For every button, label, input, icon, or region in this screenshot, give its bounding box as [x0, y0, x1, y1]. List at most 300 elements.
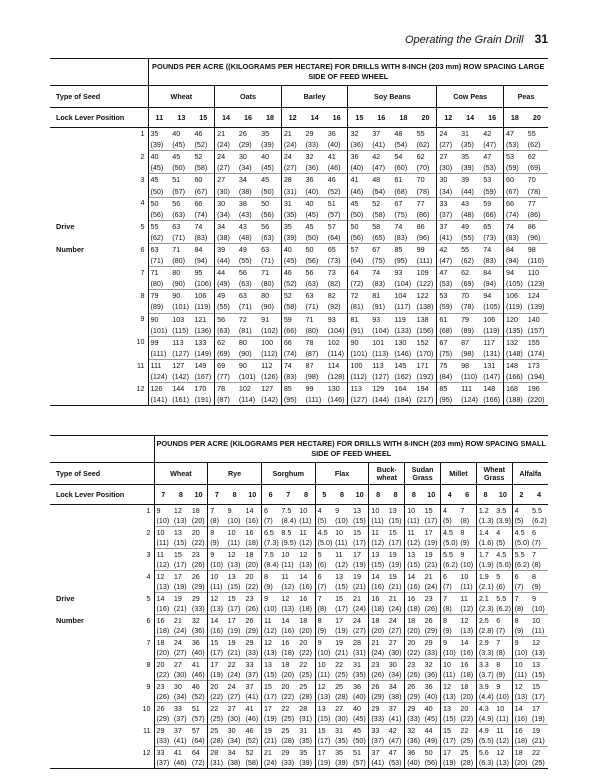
rate-kg-hectare: (34) — [173, 692, 187, 702]
rate-lb-acre: 25 — [208, 725, 226, 736]
rate-lb-acre: 51 — [351, 747, 369, 758]
rate-kg-hectare: (30) — [227, 714, 241, 724]
lever-position: 2 — [512, 485, 530, 505]
rate-lb-acre: 101 — [370, 336, 392, 348]
lever-position: 7 — [279, 485, 297, 505]
rate-kg-hectare: (3.3) — [476, 648, 494, 659]
seed-type-soy-beans: Soy Beans — [348, 86, 437, 108]
rate-lb-acre: 93 — [326, 313, 348, 325]
rate-lb-acre: 9 — [315, 637, 333, 648]
seed-type-label: Type of Seed — [50, 463, 154, 485]
rate-lb-acre: 71 — [259, 267, 281, 279]
rate-lb-acre: 26 — [190, 571, 208, 582]
rate-lb-acre: 16 — [369, 593, 387, 604]
drive-number — [138, 758, 154, 769]
rate-lb-acre: 36 — [351, 681, 369, 692]
rate-kg-hectare: (6.3) — [476, 758, 494, 769]
rate-lb-acre: 45 — [348, 197, 370, 209]
lever-position: 8 — [476, 485, 494, 505]
rate-row-kg — [50, 758, 548, 769]
rate-lb-acre: 64 — [190, 747, 208, 758]
rate-kg-hectare: (83) — [281, 371, 303, 383]
drive-number — [128, 278, 148, 290]
rate-kg-hectare: (17) — [388, 538, 402, 548]
rate-kg-hectare: (12) — [154, 560, 172, 571]
rate-kg-hectare: (57) — [327, 209, 341, 219]
rate-kg-hectare: (10) — [208, 560, 226, 571]
rate-kg-hectare: (2.1) — [476, 582, 494, 593]
rate-kg-hectare: (2.3) — [476, 604, 494, 615]
rate-kg-hectare: (8) — [208, 516, 226, 527]
rate-kg-hectare: (21) — [388, 582, 402, 592]
rate-lb-acre: 20 — [244, 571, 262, 582]
rate-lb-acre: 13 — [333, 571, 351, 582]
rate-lb-acre: 196 — [526, 383, 548, 395]
rate-kg-hectare: (29) — [369, 692, 387, 703]
rate-lb-acre: 30 — [387, 659, 405, 670]
rate-lb-acre: 18 — [405, 615, 423, 626]
rate-kg-hectare: (127) — [372, 372, 389, 382]
rate-kg-hectare: (26) — [191, 560, 205, 570]
drive-number: 12 — [138, 747, 154, 758]
rate-kg-hectare: (31) — [281, 185, 303, 197]
rate-lb-acre: 32 — [423, 659, 441, 670]
rate-kg-hectare: (10) — [496, 692, 510, 702]
rate-lb-acre: 4 — [512, 505, 530, 516]
rate-lb-acre: 17 — [226, 615, 244, 626]
rate-kg-hectare: (9) — [441, 626, 459, 637]
rate-kg-hectare: (101) — [238, 372, 256, 382]
rate-kg-hectare: (1.9) — [476, 560, 494, 571]
title-spacer — [50, 436, 138, 463]
rate-lb-acre: 13 — [530, 659, 548, 670]
rate-kg-hectare: (41) — [437, 232, 459, 244]
lever-position: 8 — [297, 485, 315, 505]
rate-kg-hectare: (8) — [496, 648, 506, 658]
rate-lb-acre: 113 — [170, 336, 192, 348]
seed-type-alfalfa: Alfalfa — [512, 463, 548, 485]
rate-kg-hectare: (49) — [424, 736, 438, 746]
rate-lb-acre: 16 — [458, 659, 476, 670]
rate-kg-hectare: (36) — [348, 139, 370, 151]
rate-kg-hectare: (34) — [227, 736, 241, 746]
rate-row-kg — [50, 348, 548, 360]
rate-lb-acre: 87 — [304, 359, 326, 371]
rate-kg-hectare: (86) — [527, 209, 541, 219]
rate-lb-acre: 52 — [192, 151, 214, 163]
rate-lb-acre: 33 — [172, 703, 190, 714]
rate-lb-acre: 23 — [423, 593, 441, 604]
rate-kg-hectare: (36) — [305, 163, 319, 173]
side-label — [50, 197, 128, 209]
rate-lb-acre: 18 — [512, 747, 530, 758]
side-label — [50, 670, 138, 681]
rate-row-kg — [50, 538, 548, 549]
rate-lb-acre: 45 — [304, 220, 326, 232]
rate-lb-acre: 11 — [494, 725, 512, 736]
rate-kg-hectare: (15) — [261, 670, 279, 681]
rate-lb-acre: 66 — [281, 336, 303, 348]
rate-kg-hectare: (52) — [281, 278, 303, 290]
rate-lb-acre: 31 — [333, 725, 351, 736]
rate-kg-hectare: (8) — [532, 560, 541, 570]
side-label — [50, 549, 138, 560]
rate-kg-hectare: (9) — [460, 538, 470, 548]
rate-row-lb — [50, 243, 548, 255]
rate-lb-acre: 99 — [415, 243, 437, 255]
rate-lb-acre: 17 — [441, 747, 459, 758]
rate-lb-acre: 1.7 — [476, 549, 494, 560]
rate-kg-hectare: (22) — [154, 670, 172, 681]
rate-lb-acre: 29 — [405, 703, 423, 714]
seed-type-wheat-grass: Wheat Grass — [476, 463, 512, 485]
rate-lb-acre: 15 — [530, 681, 548, 692]
lever-position: 18 — [392, 108, 414, 128]
rate-kg-hectare: (13) — [460, 626, 474, 636]
rate-lb-acre: 48 — [370, 174, 392, 186]
rate-lb-acre: 46 — [190, 681, 208, 692]
rate-lb-acre: 2.9 — [476, 637, 494, 648]
rate-lb-acre: 11 — [279, 571, 297, 582]
rate-row-kg — [50, 185, 548, 197]
rate-kg-hectare: (18) — [512, 736, 530, 747]
rate-kg-hectare: (144) — [370, 394, 392, 406]
rate-lb-acre: 37 — [372, 129, 381, 139]
rate-kg-hectare: (33) — [424, 648, 438, 658]
rate-lb-acre: 6 — [441, 571, 459, 582]
rate-lb-acre: 12 — [208, 593, 226, 604]
rate-row-kg — [50, 670, 548, 681]
rate-kg-hectare: (188) — [504, 394, 526, 406]
lever-position: 11 — [148, 108, 170, 128]
rate-kg-hectare: (22) — [208, 692, 226, 703]
rate-lb-acre: 23 — [244, 593, 262, 604]
rate-kg-hectare: (68) — [437, 325, 459, 337]
rate-lb-acre: 117 — [481, 336, 503, 348]
seed-type-millet: Millet — [441, 463, 477, 485]
rate-row-lb — [50, 128, 548, 140]
rate-kg-hectare: (21) — [173, 604, 187, 614]
rate-kg-hectare: (40) — [305, 186, 319, 196]
rate-lb-acre: 72 — [237, 313, 259, 325]
rate-lb-acre: 37 — [437, 220, 459, 232]
side-label — [50, 637, 138, 648]
rate-kg-hectare: (19) — [335, 626, 348, 636]
rate-kg-hectare: (11) — [369, 516, 387, 527]
rate-kg-hectare: (194) — [527, 372, 545, 382]
rate-lb-acre: 56 — [304, 267, 326, 279]
rate-lb-acre: 45 — [148, 174, 170, 186]
rate-lb-acre: 19 — [351, 571, 369, 582]
rate-lb-acre: 85 — [392, 243, 414, 255]
rate-lb-acre: 10 — [279, 549, 297, 560]
seed-type-cow-peas: Cow Peas — [437, 86, 504, 108]
lever-position: 16 — [237, 108, 259, 128]
rate-kg-hectare: (45) — [424, 714, 438, 724]
rate-lb-acre: 87 — [459, 336, 481, 348]
rate-kg-hectare: (21) — [227, 648, 241, 658]
seed-type-wheat: Wheat — [154, 463, 208, 485]
rate-lb-acre: 74 — [370, 267, 392, 279]
lever-position: 14 — [304, 108, 326, 128]
rate-row-kg — [50, 604, 548, 615]
rate-kg-hectare: (8.4) — [261, 560, 279, 571]
lever-position: 8 — [172, 485, 190, 505]
rate-kg-hectare: (136) — [194, 325, 212, 335]
rate-lb-acre: 5.6 — [476, 747, 494, 758]
rate-lb-acre: 32 — [405, 725, 423, 736]
rate-lb-acre: 84 — [481, 267, 503, 279]
drive-number: 4 — [128, 197, 148, 209]
rate-kg-hectare: (142) — [172, 372, 189, 382]
rate-lb-acre: 80 — [170, 267, 192, 279]
rate-kg-hectare: (19) — [388, 560, 402, 570]
table-title: POUNDS PER ACRE (KILOGRAMS PER HECTARE) FOR DRILLS WITH 8-INCH (203 mm) ROW SPACING SMALL SIDE OF FEED WHEEL — [154, 436, 548, 463]
rate-kg-hectare: (24) — [261, 758, 279, 769]
rate-lb-acre: 22 — [279, 703, 297, 714]
rate-lb-acre: 73 — [326, 267, 348, 279]
rate-lb-acre: 20 — [279, 681, 297, 692]
rate-lb-acre: 129 — [370, 383, 392, 395]
rate-kg-hectare: (46) — [245, 714, 259, 724]
rate-lb-acre: 19 — [530, 725, 548, 736]
rate-kg-hectare: (101) — [172, 302, 189, 312]
rate-lb-acre: 82 — [326, 290, 348, 302]
side-label — [50, 747, 138, 758]
side-label — [50, 681, 138, 692]
rate-lb-acre: 15 — [441, 725, 459, 736]
rate-kg-hectare: (18) — [154, 626, 172, 637]
rate-row-lb — [50, 197, 548, 209]
rate-lb-acre: 46 — [194, 129, 203, 139]
title-row — [50, 59, 548, 86]
rate-kg-hectare: (83) — [194, 232, 208, 242]
rate-lb-acre: 93 — [392, 267, 414, 279]
rate-lb-acre: 10 — [154, 527, 172, 538]
lever-position: 10 — [351, 485, 369, 505]
rate-kg-hectare: (63) — [172, 209, 186, 219]
rate-lb-acre: 24 — [215, 151, 237, 163]
rate-kg-hectare: (17) — [208, 648, 226, 659]
rate-lb-acre: 62 — [415, 151, 437, 163]
side-label — [50, 659, 138, 670]
rate-lb-acre: 8 — [458, 527, 476, 538]
rate-lb-acre: 131 — [481, 359, 503, 371]
rate-lb-acre: 55 — [459, 243, 481, 255]
rate-lb-acre: 111 — [148, 359, 170, 371]
rate-kg-hectare: (12) — [369, 538, 387, 549]
rate-lb-acre: 29 — [305, 129, 314, 139]
rate-row-lb — [50, 336, 548, 348]
rate-lb-acre: 13 — [405, 549, 423, 560]
lever-position: 15 — [348, 108, 370, 128]
rate-kg-hectare: (18) — [245, 538, 259, 548]
rate-lb-acre: 41 — [348, 174, 370, 186]
rate-lb-acre: 32 — [190, 615, 208, 626]
rate-lb-acre: 81 — [370, 290, 392, 302]
rate-row-lb — [50, 571, 548, 582]
rate-lb-acre: 22 — [530, 747, 548, 758]
rate-lb-acre: 17 — [530, 703, 548, 714]
rate-kg-hectare: (11) — [441, 670, 459, 681]
rate-kg-hectare: (46) — [327, 163, 341, 173]
rate-lb-acre: 78 — [215, 383, 237, 395]
rate-lb-acre: 11 — [369, 527, 387, 538]
rate-row-kg — [50, 255, 548, 267]
rate-kg-hectare: (53) — [387, 758, 405, 769]
rate-lb-acre: 66 — [192, 197, 214, 209]
rate-kg-hectare: (26) — [154, 692, 172, 703]
rate-lb-acre: 4.5 — [512, 527, 530, 538]
rate-lb-acre: 133 — [192, 336, 214, 348]
rate-kg-hectare: (20) — [405, 626, 423, 637]
rate-kg-hectare: (101) — [348, 348, 370, 360]
seed-type-row — [50, 86, 548, 108]
rate-kg-hectare: (40) — [405, 758, 423, 769]
rate-lb-acre: 168 — [504, 383, 526, 395]
rate-kg-hectare: (89) — [148, 301, 170, 313]
rate-lb-acre: 6 — [494, 615, 512, 626]
rate-lb-acre: 13 — [226, 571, 244, 582]
rate-lb-acre: 51 — [170, 174, 192, 186]
rate-kg-hectare: (62) — [416, 140, 430, 150]
rate-kg-hectare: (20) — [154, 648, 172, 659]
rate-kg-hectare: (110) — [527, 256, 544, 266]
rate-lb-acre: 4 — [315, 505, 333, 516]
rate-kg-hectare: (44) — [461, 186, 474, 196]
rate-lb-acre: 138 — [415, 313, 437, 325]
rate-lb-acre: 57 — [348, 243, 370, 255]
rate-kg-hectare: (5.5) — [476, 736, 494, 747]
lever-position: 16 — [326, 108, 348, 128]
rate-lb-acre: 14 — [369, 571, 387, 582]
rate-lb-acre: 70 — [415, 174, 437, 186]
rate-kg-hectare: (47) — [372, 163, 385, 173]
rate-kg-hectare: (20) — [191, 516, 205, 526]
drive-number — [138, 516, 154, 527]
rate-lb-acre: 7 — [208, 505, 226, 516]
rate-kg-hectare: (52) — [245, 736, 259, 746]
rate-lb-acre: 12 — [173, 505, 182, 515]
rate-kg-hectare: (6.2) — [496, 604, 511, 614]
rate-lb-acre: 22 — [297, 659, 315, 670]
rate-kg-hectare: (55) — [215, 301, 237, 313]
rate-lb-acre: 34 — [226, 747, 244, 758]
rate-kg-hectare: (104) — [394, 279, 412, 289]
seed-type-sudan-grass: Sudan Grass — [405, 463, 441, 485]
rate-kg-hectare: (80) — [148, 278, 170, 290]
rate-kg-hectare: (119) — [504, 301, 526, 313]
rate-lb-acre: 53 — [437, 290, 459, 302]
rate-kg-hectare: (35) — [281, 209, 303, 221]
rate-kg-hectare: (11) — [496, 714, 509, 724]
rate-kg-hectare: (50) — [172, 163, 186, 173]
rate-kg-hectare: (3.9) — [496, 516, 511, 526]
rate-lb-acre: 19 — [333, 637, 351, 648]
rate-lb-acre: 31 — [351, 659, 369, 670]
drive-number: 4 — [138, 571, 154, 582]
rate-row-lb — [50, 220, 548, 232]
rate-lb-acre: 20 — [405, 637, 423, 648]
rate-lb-acre: 21 — [369, 637, 387, 648]
rate-kg-hectare: (123) — [527, 279, 545, 289]
rate-kg-hectare: (91) — [348, 325, 370, 337]
rate-kg-hectare: (13) — [494, 758, 512, 769]
number-label: Number — [56, 244, 84, 254]
rate-lb-acre: 24 — [437, 128, 459, 140]
rate-row-kg — [50, 626, 548, 637]
rate-lb-acre: 12 — [458, 615, 476, 626]
rate-lb-acre: 7 — [530, 549, 548, 560]
rate-lb-acre: 10 — [315, 659, 333, 670]
rate-kg-hectare: (90) — [261, 302, 274, 312]
drive-number — [138, 582, 154, 593]
rate-lb-acre: 173 — [526, 359, 548, 371]
rate-kg-hectare: (45) — [281, 255, 303, 267]
rate-kg-hectare: (101) — [148, 325, 170, 337]
rate-lb-acre: 10 — [299, 505, 308, 515]
rate-kg-hectare: (6.2) — [532, 516, 547, 526]
drive-number: 1 — [138, 505, 154, 516]
rate-lb-acre: 26 — [369, 681, 387, 692]
rate-lb-acre: 5.5 — [532, 505, 543, 515]
lever-position: 7 — [154, 485, 172, 505]
rate-lb-acre: 50 — [423, 747, 441, 758]
rate-lb-acre: 80 — [259, 290, 281, 302]
rate-kg-hectare: (15) — [532, 670, 545, 680]
rate-lb-acre: 28 — [281, 174, 303, 186]
rate-lb-acre: 1.9 — [476, 571, 494, 582]
rate-kg-hectare: (52) — [327, 186, 341, 196]
rate-kg-hectare: (148) — [504, 348, 526, 360]
rate-kg-hectare: (73) — [483, 232, 497, 242]
side-label — [50, 185, 128, 197]
rate-kg-hectare: (7.3) — [261, 538, 279, 549]
rate-kg-hectare: (15) — [369, 560, 387, 571]
lock-lever-position-row — [50, 485, 548, 505]
rate-lb-acre: 5 — [494, 571, 512, 582]
rate-lb-acre: 2.5 — [476, 615, 494, 626]
drive-number: 2 — [138, 527, 154, 538]
rate-lb-acre: 40 — [281, 243, 303, 255]
rate-kg-hectare: (38) — [388, 692, 402, 702]
rate-kg-hectare: (57) — [191, 714, 205, 724]
rate-lb-acre: 4.5 — [441, 527, 459, 538]
rate-kg-hectare: (33) — [369, 714, 387, 725]
rate-lb-acre: 4 — [494, 527, 512, 538]
rate-kg-hectare: (17) — [532, 692, 545, 702]
rate-lb-acre: 39 — [215, 243, 237, 255]
rate-kg-hectare: (46) — [191, 670, 205, 680]
rate-lb-acre: 12 — [154, 571, 172, 582]
rate-lb-acre: 32 — [304, 151, 326, 163]
rate-lb-acre: 6 — [530, 527, 548, 538]
rate-kg-hectare: (63) — [305, 279, 319, 289]
rate-lb-acre: 26 — [238, 129, 247, 139]
rate-lb-acre: 52 — [281, 290, 303, 302]
rate-kg-hectare: (48) — [238, 232, 252, 242]
rate-lb-acre: 37 — [387, 703, 405, 714]
rate-lb-acre: 30 — [237, 151, 259, 163]
rate-kg-hectare: (10) — [532, 604, 545, 614]
rate-lb-acre: 63 — [259, 243, 281, 255]
lever-position: 4 — [530, 485, 548, 505]
rate-lb-acre: 13 — [352, 505, 361, 515]
rate-lb-acre: 98 — [459, 359, 481, 371]
rate-lb-acre: 51 — [326, 197, 348, 209]
rate-kg-hectare: (50) — [352, 736, 366, 746]
rate-lb-acre: 22 — [226, 659, 244, 670]
